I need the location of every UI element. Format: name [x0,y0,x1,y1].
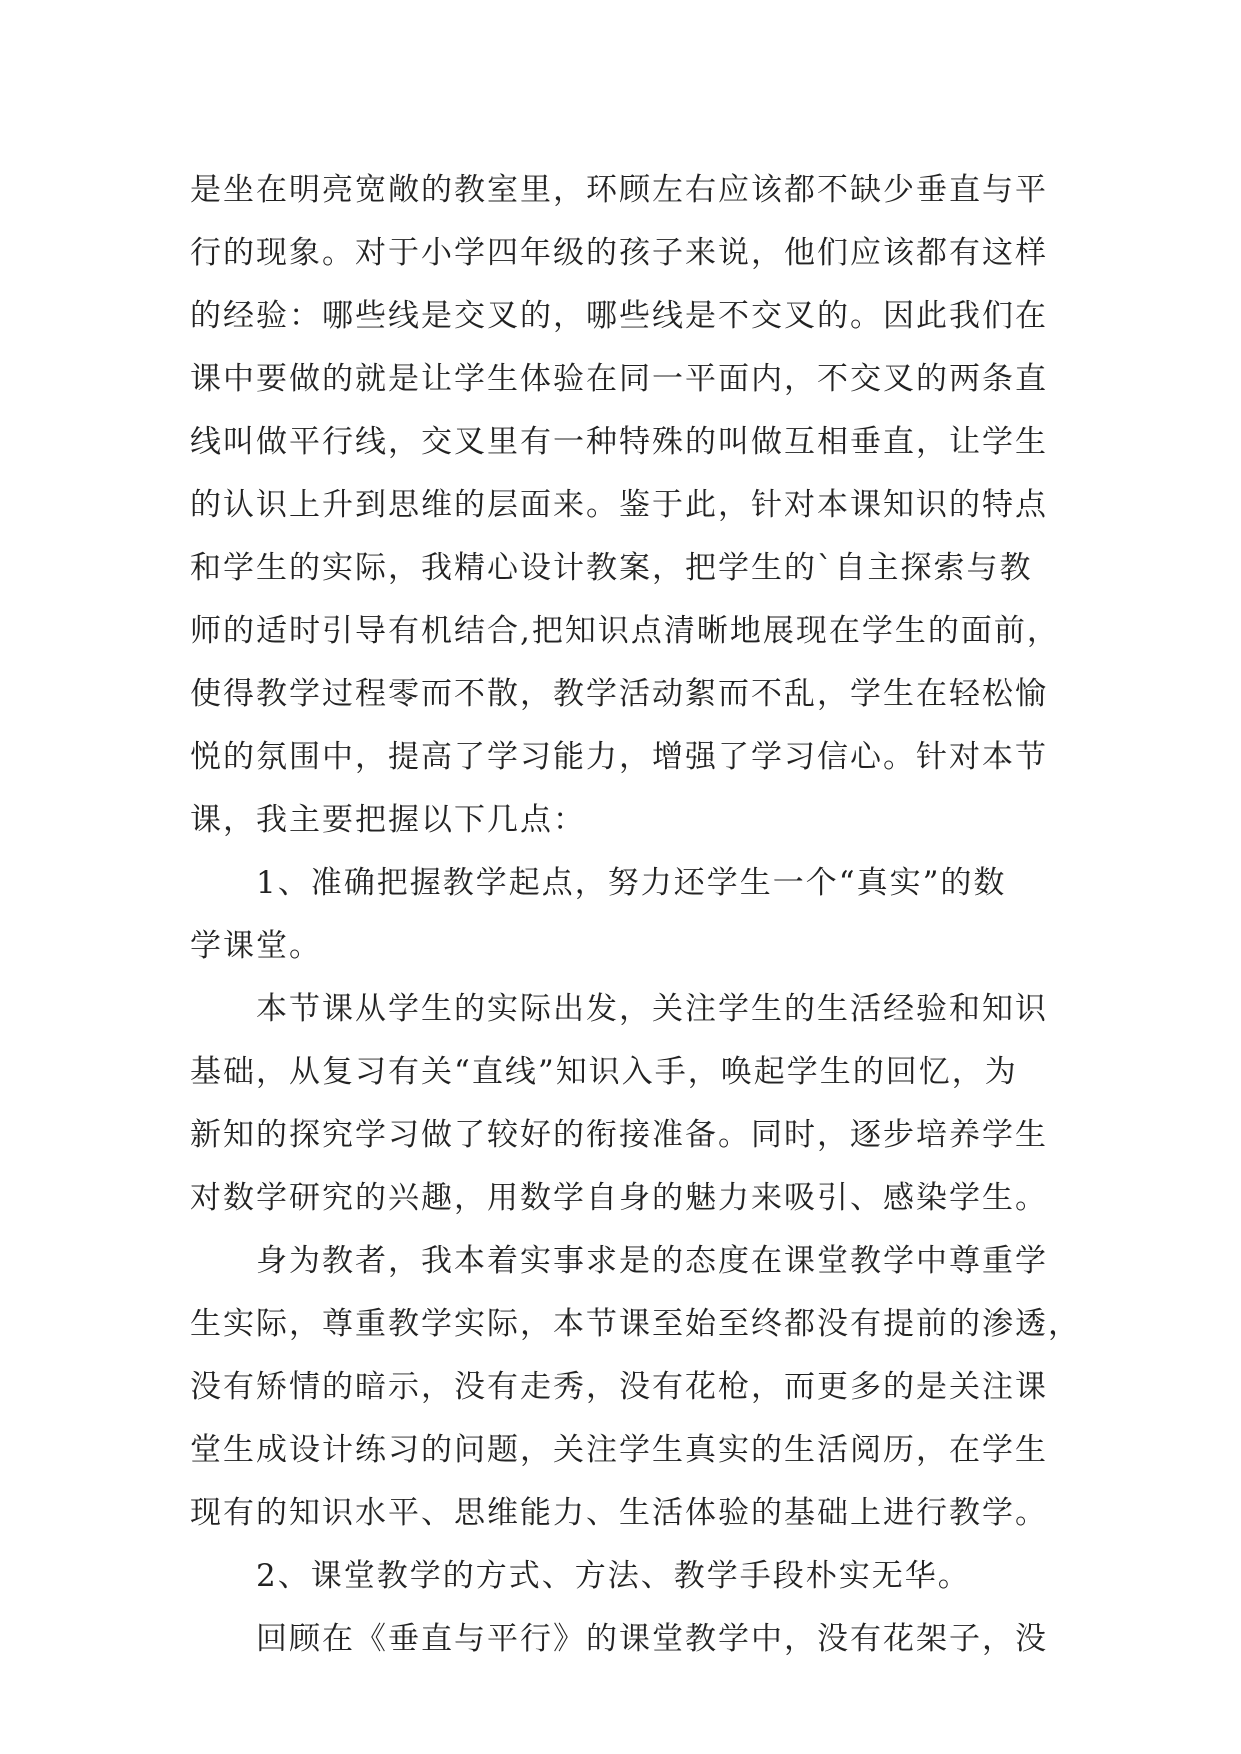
text-line: 线叫做平行线，交叉里有一种特殊的叫做互相垂直，让学生 [190,424,1048,460]
text-line: 生实际，尊重教学实际，本节课至始至终都没有提前的渗透， [190,1306,1081,1342]
section-heading-1: 1、准确把握教学起点，努力还学生一个“真实”的数 [256,865,1007,901]
text-line: 堂生成设计练习的问题，关注学生真实的生活阅历，在学生 [190,1432,1048,1468]
text-line: 对数学研究的兴趣，用数学自身的魅力来吸引、感染学生。 [190,1180,1048,1216]
text-line: 课，我主要把握以下几点： [190,802,586,838]
text-line: 课中要做的就是让学生体验在同一平面内，不交叉的两条直 [190,361,1048,397]
text-line: 新知的探究学习做了较好的衔接准备。同时，逐步培养学生 [190,1117,1048,1153]
text-line: 行的现象。对于小学四年级的孩子来说，他们应该都有这样 [190,235,1048,271]
text-line: 没有矫情的暗示，没有走秀，没有花枪，而更多的是关注课 [190,1369,1048,1405]
text-line: 现有的知识水平、思维能力、生活体验的基础上进行教学。 [190,1495,1048,1531]
body-text [190,159,1081,1671]
text-line: 和学生的实际，我精心设计教案，把学生的`自主探索与教 [190,550,1033,586]
paragraph-start: 回顾在《垂直与平行》的课堂教学中，没有花架子，没 [256,1621,1048,1657]
text-line: 的认识上升到思维的层面来。鉴于此，针对本课知识的特点 [190,487,1048,523]
text-line: 学课堂。 [190,928,322,964]
section-heading-2: 2、课堂教学的方式、方法、教学手段朴实无华。 [256,1558,971,1594]
text-line: 基础，从复习有关“直线”知识入手，唤起学生的回忆，为 [190,1054,1018,1090]
text-line: 是坐在明亮宽敞的教室里，环顾左右应该都不缺少垂直与平 [190,172,1048,208]
text-line: 的经验：哪些线是交叉的，哪些线是不交叉的。因此我们在 [190,298,1048,334]
text-line: 师的适时引导有机结合,把知识点清晰地展现在学生的面前， [190,613,1060,649]
paragraph-start: 本节课从学生的实际出发，关注学生的生活经验和知识 [256,991,1048,1027]
text-line: 悦的氛围中，提高了学习能力，增强了学习信心。针对本节 [190,739,1048,775]
text-line: 使得教学过程零而不散，教学活动絮而不乱，学生在轻松愉 [190,676,1048,712]
paragraph-start: 身为教者，我本着实事求是的态度在课堂教学中尊重学 [256,1243,1048,1279]
